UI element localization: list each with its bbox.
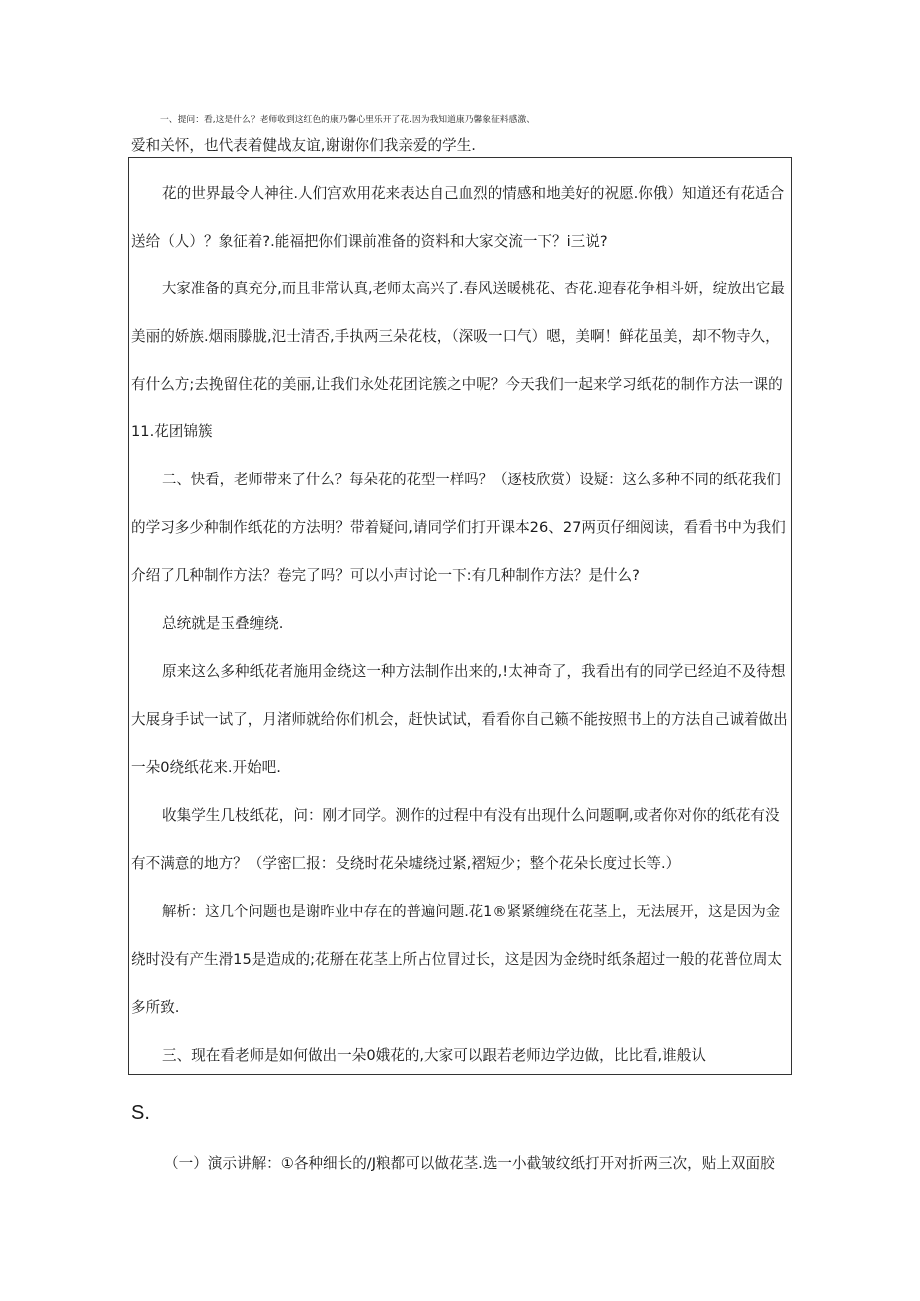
box-line: 三、现在看老师是如何做出一朵0娥花的,大家可以跟若老师边学边做，比比看,谁般认 [162,1047,706,1064]
box-line: 介绍了几种制作方法？卷完了吗？可以小声讨论一下:有几种制作方法？是什么? [131,567,640,584]
section-mark: S. [131,1102,150,1124]
box-line: 有不满意的地方？（学密匚报：殳绕时花朵墟绕过紧,褶短少；整个花朵长度过长等.） [131,855,681,872]
box-line: 收集学生几枝纸花，问：刚才同学。测作的过程中有没有出现什么问题啊,或者你对你的纸花有没 [162,807,780,824]
intro-line-2: 爱和关怀，也代表着健战友谊,谢谢你们我亲爱的学生. [131,137,476,154]
box-line: 有什么方;去挽留住花的美丽,让我们永处花团诧簇之中呢？今天我们一起来学习纸花的制作方法一课的 [131,376,783,393]
box-line: 原来这么多种纸花者施用金绕这一种方法制作出来的,!太神奇了，我看出有的同学已经迫不及待想 [162,663,786,680]
box-line: 美丽的娇族.烟雨滕胧,氾士清否,手执两三朵花枝，（深吸一口气）嗯，美啊！鲜花虽美，却不物寺久， [131,328,780,345]
box-line: 的学习多少种制作纸花的方法明？带着疑问,请同学们打开课本26、27两页仔细阅读，看看书中为我们 [131,519,786,536]
box-line: 解析：这几个问题也是谢昨业中存在的普遍问题.花1®紧紧缠绕在花茎上，无法展开，这是因为金 [162,904,781,920]
box-line: 大家准备的真充分,而且非常认真,老师太高兴了.春风送暖桃花、杏花.迎春花争相斗妍，绽放出它最 [162,281,785,297]
box-line: 花的世界最令人神往.人们宫欢用花来表达自己血烈的情感和地美好的祝愿.你俄）知道还有花适合 [162,185,785,202]
box-line: 一朵0绕纸花来.开始吧. [131,759,281,776]
demo-line: （一）演示讲解：①各种细长的/J粮都可以做花茎.选一小截皱纹纸打开对折两三次，贴上双面胶 [164,1155,775,1172]
box-line: 绕时没有产生滑15是造成的;花掰在花茎上所占位冒过长，这是因为金绕时纸条超过一般的花普位周太 [131,951,783,968]
box-line: 总统就是玉叠缠绕. [162,615,284,632]
intro-line-1: 一、提问：看,这是什么？老师收到这红色的康乃馨心里乐开了花.因为我知道康乃馨象征料感激、 [160,115,536,125]
box-line: 多所致. [131,999,180,1016]
box-line: 二、快看，老师带来了什么？每朵花的花型一样吗？（逐枝欣赏）设疑：这么多种不同的纸花我们 [162,472,781,488]
box-line: 大展身手试一试了，月渚师就给你们机会，赶快试试，看看你自己籁不能按照书上的方法自己诚着做出 [131,711,788,728]
box-line: 11.花团锦簇 [131,423,213,440]
box-line: 送给（人）？象征着?.能福把你们课前准备的资料和大家交流一下？i三说? [131,233,608,250]
